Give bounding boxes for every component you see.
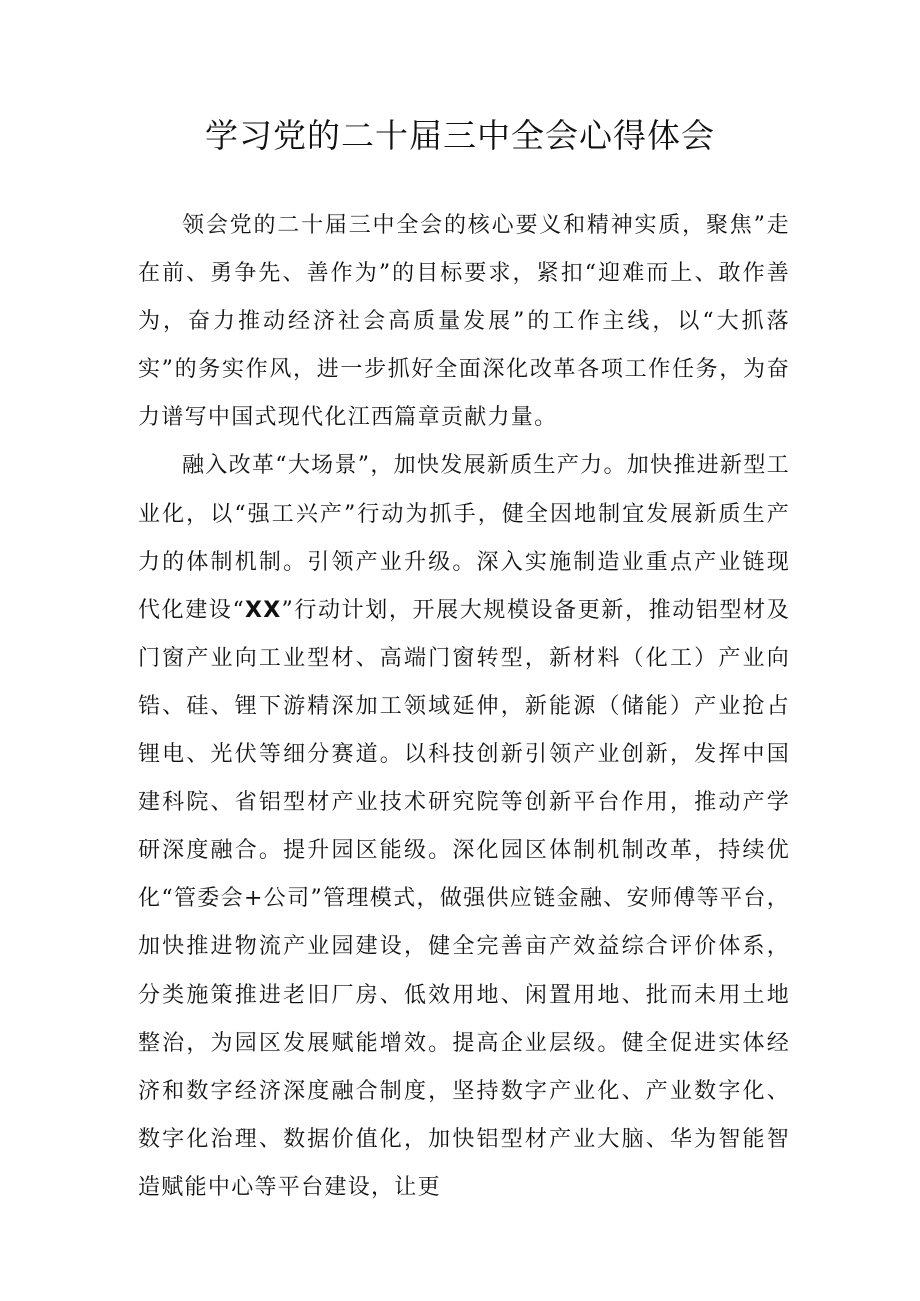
paragraph-reform: [138, 442, 790, 1212]
paragraph-text: ”行动计划，开展大规模设备更新，推动铝型材及门窗产业向工业型材、高端门窗转型，新材料（化工）产业向锆、硅、锂下游精深加工领域延伸，新能源（储能）产业抢占锂电、光伏等细分赛道。以科技创新引领产业创新，发挥中国建科院、省铝型材产业技术研究院等创新平台作用，推动产学研深度融合。提升园区能级。深化园区体制机制改革，持续优化“管委会+公司”管理模式，做强供应链金融、安师傅等平台，加快推进物流产业园建设，健全完善亩产效益综合评价体系，分类施策推进老旧厂房、低效用地、闲置用地、批而未用土地整治，为园区发展赋能增效。提高企业层级。健全促进实体经济和数字经济深度融合制度，坚持数字产业化、产业数字化、数字化治理、数据价值化，加快铝型材产业大脑、华为智能智造赋能中心等平台建设，让更: [138, 597, 790, 1200]
paragraph-text: 领会党的二十届三中全会的核心要义和精神实质，聚焦”走在前、勇争先、善作为”的目标要求，紧扣“迎难而上、敢作善为，奋力推动经济社会高质量发展”的工作主线，以“大抓落实”的务实作风，进一步抓好全面深化改革各项工作任务，为奋力谱写中国式现代化江西篇章贡献力量。: [138, 213, 790, 431]
document-title: 学习党的二十届三中全会心得体会: [205, 116, 715, 155]
paragraph-text: 融入改革“大场景”，加快发展新质生产力。加快推进新型工业化，以“强工兴产”行动为抓手，健全因地制宜发展新质生产力的体制机制。引领产业升级。深入实施制造业重点产业链现代化建设“: [138, 453, 790, 623]
placeholder-xx: XX: [245, 597, 282, 623]
document-body: [138, 202, 790, 1212]
paragraph-intro: [138, 202, 790, 442]
